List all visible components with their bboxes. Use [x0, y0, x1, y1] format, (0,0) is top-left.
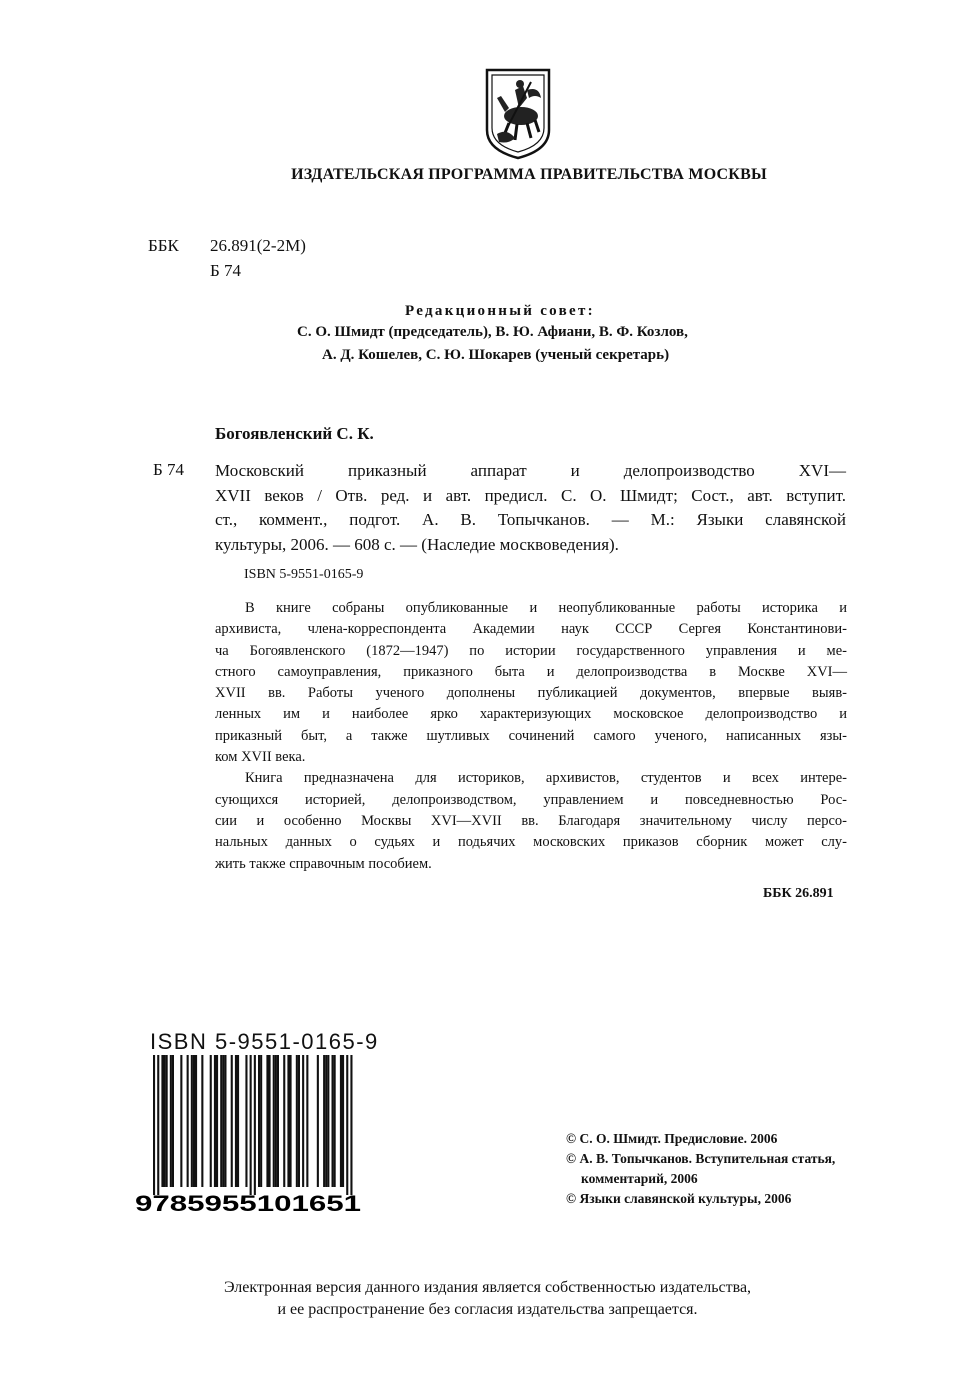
- barcode-bar: [346, 1055, 348, 1195]
- abstract-line: нальных данных о судьях и подьячих московских приказов сборник может слу-: [215, 834, 847, 851]
- barcode-bar: [235, 1055, 237, 1187]
- barcode-bar: [323, 1055, 325, 1187]
- barcode-bar: [220, 1055, 222, 1187]
- bbk-code: 26.891(2-2М): [210, 236, 306, 255]
- isbn-barcode: [133, 1055, 365, 1215]
- barcode-bar: [306, 1055, 308, 1187]
- barcode-bar: [170, 1055, 172, 1187]
- barcode-bar: [222, 1055, 224, 1187]
- barcode-bar: [317, 1055, 319, 1187]
- abstract-line: Книга предназначена для историков, архивистов, студентов и всех интере-: [245, 770, 847, 787]
- biblio-line: XVII веков / Отв. ред. и авт. предисл. С. О. Шмидт; Сост., авт. вступит.: [215, 485, 846, 505]
- barcode-bar: [260, 1055, 262, 1187]
- barcode-bar: [224, 1055, 226, 1187]
- editorial-board-title: Редакционный совет:: [405, 303, 595, 319]
- abstract-line: ленных им и наиболее ярко характеризующих московское делопроизводство и: [215, 706, 847, 723]
- abstract-line: сии и особенно Москвы XVI—XVII вв. Благодаря значительному числу персо-: [215, 812, 847, 829]
- notice-line: и ее распространение без согласия издательства запрещается.: [277, 1301, 698, 1318]
- electronic-version-notice: [0, 1277, 975, 1321]
- copyright-line: © Языки славянской культуры, 2006: [566, 1191, 792, 1206]
- barcode-bar: [201, 1055, 203, 1187]
- copyright-line: комментарий, 2006: [581, 1171, 698, 1186]
- barcode-bar: [161, 1055, 163, 1187]
- abstract-line: стного самоуправления, приказного быта и делопроизводства в Москве XVI—: [215, 663, 847, 680]
- barcode-bar: [258, 1055, 260, 1187]
- isbn-line: ISBN 5-9551-0165-9: [244, 567, 364, 582]
- publishing-program-title: ИЗДАТЕЛЬСКАЯ ПРОГРАММА ПРАВИТЕЛЬСТВА МОСКВЫ: [291, 166, 767, 183]
- abstract-line: ком XVII века.: [215, 749, 306, 766]
- bibliographic-description: [215, 459, 846, 557]
- bbk-short-code: ББК 26.891: [763, 886, 834, 901]
- copyright-block: [566, 1129, 835, 1209]
- barcode-bar: [191, 1055, 193, 1187]
- barcode-bar: [166, 1055, 168, 1187]
- abstract-line: ча Богоявленского (1872—1947) по истории государственного управления и ме-: [215, 642, 847, 659]
- barcode-bar: [216, 1055, 218, 1187]
- barcode-bar: [210, 1055, 212, 1187]
- biblio-line: ст., коммент., подгот. А. В. Топычканов. — М.: Языки славянской: [215, 510, 846, 529]
- abstract-line: XVII вв. Работы ученого дополнены публикацией документов, впервые выяв-: [215, 685, 847, 702]
- barcode-digits: 9785955101651: [135, 1191, 361, 1215]
- barcode-bar: [172, 1055, 174, 1187]
- barcode-bar: [193, 1055, 195, 1187]
- barcode-bar: [214, 1055, 216, 1187]
- barcode-bar: [287, 1055, 289, 1187]
- biblio-line: Московский приказный аппарат и делопроизводство XVI—: [215, 461, 846, 480]
- copyright-line: © С. О. Шмидт. Предисловие. 2006: [566, 1131, 778, 1146]
- barcode-bar: [254, 1055, 256, 1195]
- abstract-line: сующихся историей, делопроизводством, управлением и повседневностью Рос-: [215, 791, 847, 808]
- barcode-bar: [237, 1055, 239, 1187]
- abstract: [215, 598, 847, 875]
- barcode-bar: [250, 1055, 252, 1195]
- author-heading: Богоявленский С. К.: [215, 424, 374, 443]
- barcode-bar: [327, 1055, 329, 1187]
- barcode-bar: [350, 1055, 352, 1195]
- barcode-bar: [325, 1055, 327, 1187]
- barcode-bar: [290, 1055, 292, 1187]
- barcode-bar: [342, 1055, 344, 1187]
- barcode-bar: [164, 1055, 166, 1187]
- barcode-bar: [180, 1055, 182, 1187]
- barcode-bar: [302, 1055, 304, 1187]
- barcode-bar: [273, 1055, 275, 1187]
- abstract-line: В книге собраны опубликованные и неопубликованные работы историка и: [245, 600, 847, 616]
- barcode-bar: [277, 1055, 279, 1187]
- record-author-mark: Б 74: [153, 460, 185, 479]
- abstract-line: жить также справочным пособием.: [215, 855, 432, 872]
- biblio-line: культуры, 2006. — 608 с. — (Наследие москвоведения).: [215, 534, 619, 554]
- author-mark: Б 74: [210, 261, 242, 280]
- editorial-board-members-line: С. О. Шмидт (председатель), В. Ю. Афиани, В. Ф. Козлов,: [297, 324, 688, 340]
- barcode-bar: [153, 1055, 155, 1195]
- barcode-bar: [231, 1055, 233, 1187]
- barcode-bar: [296, 1055, 298, 1187]
- barcode-bar: [332, 1055, 334, 1187]
- barcode-bar: [275, 1055, 277, 1187]
- barcode-bar: [283, 1055, 285, 1187]
- barcode-bar: [340, 1055, 342, 1187]
- barcode-bar: [157, 1055, 159, 1195]
- editorial-board-members-line: А. Д. Кошелев, С. Ю. Шокарев (ученый секретарь): [322, 347, 670, 363]
- abstract-line: архивиста, члена-корреспондента Академии наук СССР Сергея Константинови-: [215, 621, 847, 638]
- notice-line: Электронная версия данного издания является собственностью издательства,: [223, 1279, 752, 1296]
- barcode-bar: [187, 1055, 189, 1187]
- copyright-line: © А. В. Топычканов. Вступительная статья,: [566, 1151, 836, 1166]
- barcode-bar: [334, 1055, 336, 1187]
- barcode-bar: [195, 1055, 197, 1187]
- barcode-bar: [266, 1055, 268, 1187]
- barcode-bars: [153, 1055, 353, 1195]
- barcode-bar: [245, 1055, 247, 1187]
- abstract-line: приказный быт, а также шутливых сочинений самого ученого, написанных язы-: [215, 727, 847, 744]
- barcode-bar: [298, 1055, 300, 1187]
- barcode-isbn-text: ISBN 5-9551-0165-9: [150, 1029, 379, 1054]
- moscow-coat-of-arms-icon: [485, 68, 551, 160]
- barcode-bar: [269, 1055, 271, 1187]
- bbk-label: ББК: [148, 236, 179, 255]
